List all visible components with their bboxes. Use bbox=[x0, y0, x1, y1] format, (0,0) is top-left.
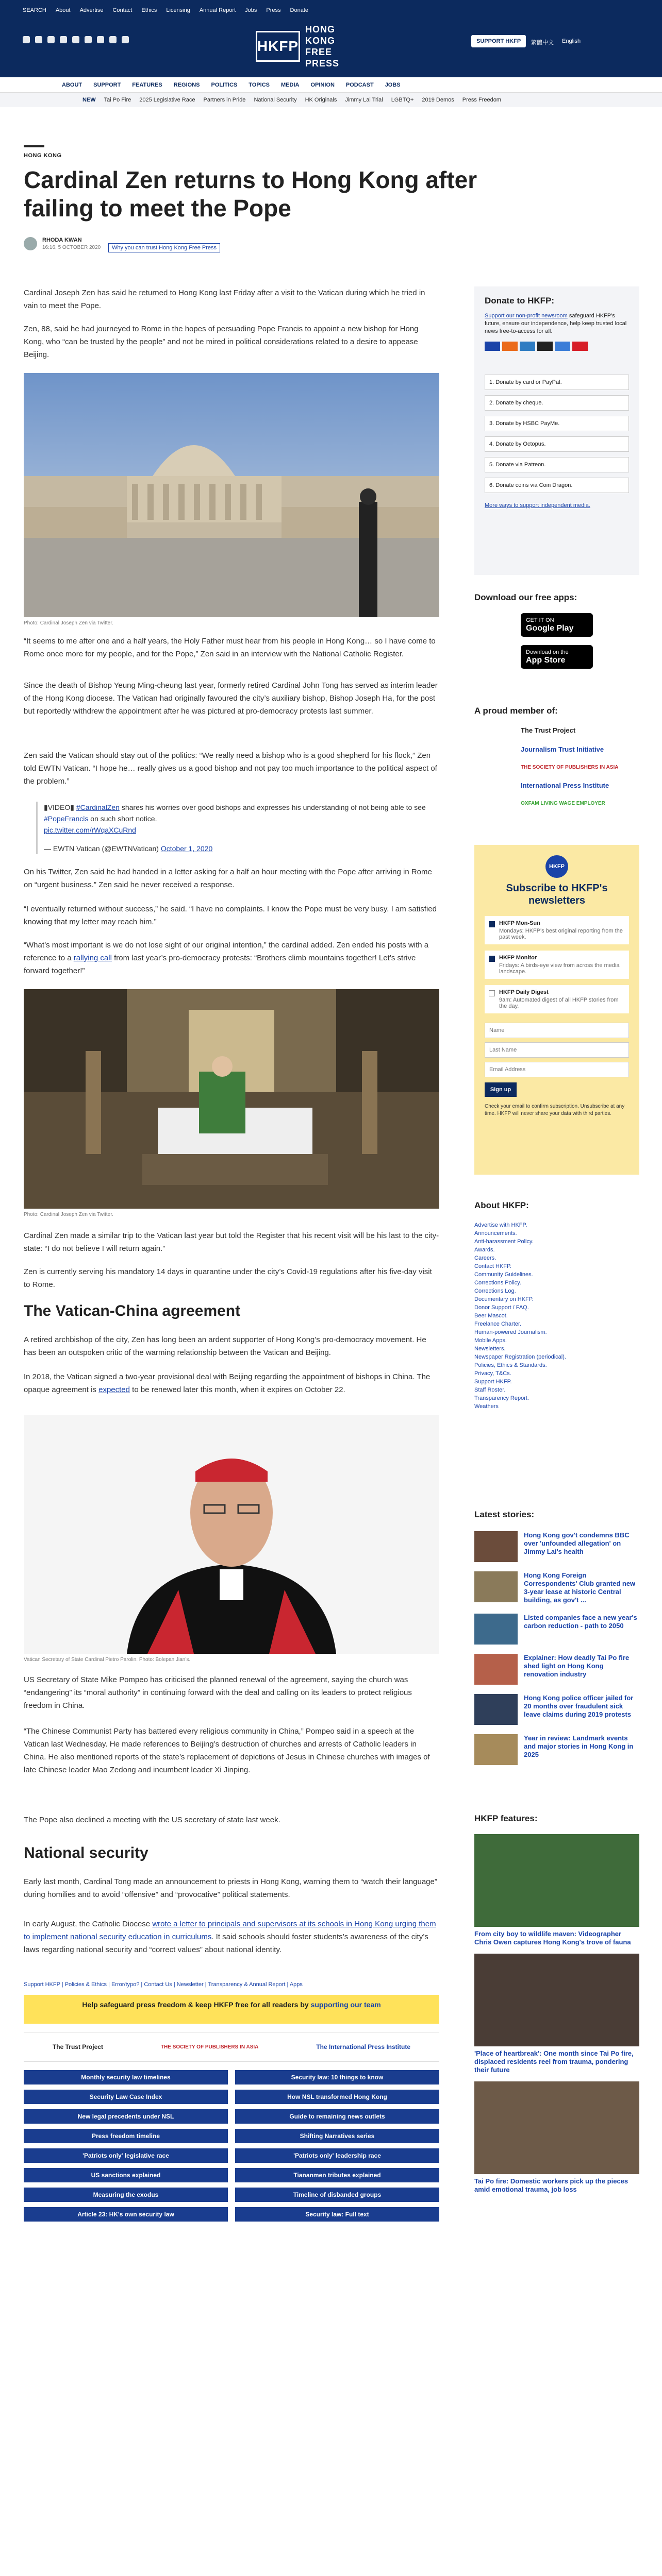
story-title[interactable]: Year in review: Landmark events and major stories in Hong Kong in 2025 bbox=[524, 1734, 634, 1758]
about-link[interactable]: Advertise with HKFP. bbox=[474, 1222, 527, 1228]
top-link-jobs[interactable]: Jobs bbox=[245, 7, 257, 13]
youtube-icon[interactable] bbox=[60, 36, 67, 43]
about-link[interactable]: Newspaper Registration (periodical). bbox=[474, 1354, 566, 1360]
article-footer-links[interactable]: Support HKFP | Policies & Ethics | Error/typo? | Contact Us | Newsletter | Transparency & Annual Report | Apps bbox=[24, 1981, 303, 1988]
member-title: A proud member of: bbox=[474, 706, 558, 716]
trending-link[interactable]: LGBTQ+ bbox=[391, 97, 414, 103]
explainer-link[interactable]: Security Law Case Index bbox=[24, 2090, 228, 2104]
story-thumbnail[interactable] bbox=[474, 1531, 518, 1562]
features-box bbox=[474, 1814, 639, 2201]
rallying-call-link[interactable]: rallying call bbox=[73, 954, 112, 962]
new-label: NEW bbox=[82, 97, 96, 103]
about-link[interactable]: Transparency Report. bbox=[474, 1395, 529, 1401]
paragraph: Zen is currently serving his mandatory 14 days in quarantine under the city’s Covid-19 regulations after his five-day visit to Rome. bbox=[24, 1267, 432, 1289]
trending-link[interactable]: Press Freedom bbox=[462, 97, 501, 103]
explainer-link[interactable]: Tiananmen tributes explained bbox=[235, 2168, 439, 2182]
paragraph: Zen said the Vatican should stay out of the politics: “We really need a bishop who is a good shepherd for his flock,” Zen told EWTN Vatican. “I hope he… really gives us a good bishop and not pay too much importance to the political aspect of the problem.” bbox=[24, 751, 437, 786]
story-title[interactable]: Hong Kong gov't condemns BBC over 'unfounded allegation' on Jimmy Lai's health bbox=[524, 1531, 630, 1555]
nav-about[interactable]: ABOUT bbox=[62, 82, 82, 88]
text: . It said schools should foster students’s awareness of the city’s laws regarding national security and “correct values” about national identity. bbox=[24, 1933, 428, 1954]
about-link[interactable]: Careers. bbox=[474, 1255, 496, 1261]
explainer-link[interactable]: Article 23: HK's own security law bbox=[24, 2207, 228, 2222]
text: In 2018, the Vatican signed a two-year provisional deal with Beijing regarding the appointment of bishops in China. The opaque agreement is bbox=[24, 1372, 431, 1394]
whatsapp-icon[interactable] bbox=[109, 36, 117, 43]
paypal-icon bbox=[555, 342, 570, 351]
about-link[interactable]: Beer Mascot. bbox=[474, 1313, 508, 1319]
latest-list bbox=[474, 1531, 639, 1765]
first-name-input[interactable] bbox=[485, 1023, 629, 1038]
about-link[interactable]: Community Guidelines. bbox=[474, 1272, 533, 1278]
about-link[interactable]: Anti-harassment Policy. bbox=[474, 1239, 534, 1245]
top-link-ethics[interactable]: Ethics bbox=[141, 7, 157, 13]
feature-title[interactable]: 'Place of heartbreak': One month since Tai Po fire, displaced residents reel from trauma, pondering their future bbox=[474, 2049, 634, 2074]
apps-title: Download our free apps: bbox=[474, 592, 577, 602]
paragraph: Since the death of Bishop Yeung Ming-cheung last year, formerly retired Cardinal John Tong has served as interim leader of the Hong Kong diocese. The Vatican had originally favoured the city’s auxiliary bishop, Bishop Joseph Ha, for the post but reportedly withdrew the appointment after he was pictured at pro-democracy protests last summer. bbox=[24, 681, 438, 716]
donate-option[interactable]: 6. Donate coins via Coin Dragon. bbox=[485, 478, 629, 493]
about-link[interactable]: Freelance Charter. bbox=[474, 1321, 522, 1327]
hashtag-link[interactable]: #PopeFrancis bbox=[44, 815, 89, 823]
tweet-body: shares his worries over good bishops and expresses his understanding of not being able to see bbox=[121, 803, 426, 811]
embedded-tweet bbox=[36, 802, 428, 854]
story-thumbnail[interactable] bbox=[474, 1654, 518, 1685]
latest-story[interactable] bbox=[474, 1614, 639, 1645]
donate-option[interactable]: 5. Donate via Patreon. bbox=[485, 457, 629, 472]
apps-box bbox=[474, 592, 639, 669]
checkbox-checked[interactable] bbox=[489, 921, 495, 927]
latest-title: Latest stories: bbox=[474, 1510, 535, 1519]
nav-topics[interactable]: TOPICS bbox=[249, 82, 270, 88]
article-title: Cardinal Zen returns to Hong Kong after failing to meet the Pope bbox=[24, 166, 477, 222]
jti-badge[interactable]: Journalism Trust Initiative bbox=[521, 745, 604, 753]
explainer-link[interactable]: Security law: 10 things to know bbox=[235, 2070, 439, 2084]
explainer-link[interactable]: Press freedom timeline bbox=[24, 2129, 228, 2143]
nav-opinion[interactable]: OPINION bbox=[310, 82, 335, 88]
story-thumbnail[interactable] bbox=[474, 1571, 518, 1602]
ipi-badge[interactable]: International Press Institute bbox=[521, 782, 609, 789]
explainer-link[interactable]: US sanctions explained bbox=[24, 2168, 228, 2182]
top-link-advertise[interactable]: Advertise bbox=[79, 7, 104, 13]
gplay-small: GET IT ON bbox=[526, 617, 554, 623]
trending-link[interactable]: National Security bbox=[254, 97, 297, 103]
last-name-input[interactable] bbox=[485, 1042, 629, 1058]
donate-title: Donate to HKFP: bbox=[485, 296, 555, 306]
explainer-link[interactable]: 'Patriots only' legislative race bbox=[24, 2148, 228, 2163]
explainer-link[interactable]: Monthly security law timelines bbox=[24, 2070, 228, 2084]
top-link-about[interactable]: About bbox=[55, 7, 71, 13]
paragraph: Early last month, Cardinal Tong made an announcement to priests in Hong Kong, warning them to “watch their language” during homilies and to avoid “offensive” and “provocative” political statements. bbox=[24, 1877, 437, 1899]
lang-chinese[interactable]: 繁體中文 bbox=[531, 40, 554, 46]
checkbox[interactable] bbox=[489, 990, 495, 996]
section-heading: The Vatican-China agreement bbox=[24, 1302, 241, 1319]
about-link[interactable]: Announcements. bbox=[474, 1230, 517, 1236]
top-link-press[interactable]: Press bbox=[266, 7, 281, 13]
story-thumbnail[interactable] bbox=[474, 1694, 518, 1725]
trust-project-logo[interactable]: The Trust Project bbox=[52, 2043, 103, 2050]
feature-image[interactable] bbox=[474, 1954, 639, 2046]
unionpay-icon bbox=[572, 342, 588, 351]
story-title[interactable]: Explainer: How deadly Tai Po fire shed light on Hong Kong renovation industry bbox=[524, 1654, 630, 1678]
nl-option-desc: Fridays: A birds-eye view from across the media landscape. bbox=[499, 962, 620, 975]
paragraph: A retired archbishop of the city, Zen has long been an ardent supporter of Hong Kong’s pro-democracy movement. He has been an outspoken critic of the warming relationship between the Vatican and Beijing. bbox=[24, 1335, 426, 1357]
nav-support[interactable]: SUPPORT bbox=[93, 82, 121, 88]
story-title[interactable]: Listed companies face a new year's carbon reduction - path to 2050 bbox=[524, 1614, 637, 1630]
donate-option[interactable]: 3. Donate by HSBC PayMe. bbox=[485, 416, 629, 431]
story-title[interactable]: Hong Kong police officer jailed for 20 months over fraudulent sick leave claims during 2019 protests bbox=[524, 1694, 634, 1718]
paragraph: On his Twitter, Zen said he had handed in a letter asking for a half an hour meeting with the Pope after arriving in Rome on “urgent business.” Zen said he never received a response. bbox=[24, 868, 432, 889]
newsletter-option[interactable] bbox=[485, 916, 629, 944]
author-name[interactable]: RHODA KWAN bbox=[42, 237, 82, 243]
about-title: About HKFP: bbox=[474, 1200, 529, 1210]
signup-button[interactable]: Sign up bbox=[485, 1082, 517, 1097]
amex-icon bbox=[520, 342, 535, 351]
kicker-rule bbox=[24, 145, 44, 147]
checkbox-checked[interactable] bbox=[489, 956, 495, 962]
paragraph: The Pope also declined a meeting with the US secretary of state last week. bbox=[24, 1816, 280, 1824]
app-store-button[interactable] bbox=[521, 645, 593, 669]
section-heading: National security bbox=[24, 1844, 148, 1861]
nl-option-name: HKFP Monitor bbox=[499, 955, 537, 961]
applepay-icon bbox=[537, 342, 553, 351]
photo-caption: Photo: Cardinal Joseph Zen via Twitter. bbox=[24, 620, 113, 626]
newsletter-title: Subscribe to HKFP's newsletters bbox=[506, 883, 608, 906]
paragraph bbox=[24, 1918, 439, 1956]
nav-regions[interactable]: REGIONS bbox=[173, 82, 200, 88]
about-link[interactable]: Weathers bbox=[474, 1403, 499, 1410]
search-link[interactable]: SEARCH bbox=[23, 7, 46, 13]
tweet-signature: — EWTN Vatican (@EWTNVatican) bbox=[44, 844, 161, 853]
facebook-icon[interactable] bbox=[35, 36, 42, 43]
donate-option[interactable]: 2. Donate by cheque. bbox=[485, 395, 629, 411]
donate-option[interactable]: 1. Donate by card or PayPal. bbox=[485, 375, 629, 390]
latest-story[interactable] bbox=[474, 1531, 639, 1562]
latest-story[interactable] bbox=[474, 1571, 639, 1604]
paragraph: Cardinal Joseph Zen has said he returned to Hong Kong last Friday after a visit to the Vatican during which he tried in vain to meet the Pope. bbox=[24, 289, 425, 310]
about-link[interactable]: Privacy, T&Cs. bbox=[474, 1370, 511, 1377]
paragraph: Cardinal Zen made a similar trip to the Vatican last year but told the Register that his recent visit will be his last to the city-state: “I do not believe I will return again.” bbox=[24, 1231, 439, 1253]
donate-option[interactable]: 4. Donate by Octopus. bbox=[485, 436, 629, 452]
member-box bbox=[474, 706, 639, 806]
support-hkfp-button[interactable]: SUPPORT HKFP bbox=[471, 35, 526, 47]
donate-box bbox=[474, 286, 639, 575]
email-icon[interactable] bbox=[122, 36, 129, 43]
photo-caption: Vatican Secretary of State Cardinal Pietro Parolin. Photo: Bolepan Jian’s. bbox=[24, 1657, 191, 1663]
expected-link[interactable]: expected bbox=[98, 1385, 130, 1394]
text: from last year’s pro-democracy protests: “Brothers climb mountains together! Let’s strive forward together!” bbox=[24, 954, 416, 975]
top-link-licensing[interactable]: Licensing bbox=[166, 7, 190, 13]
about-link[interactable]: Corrections Log. bbox=[474, 1288, 516, 1294]
visa-icon bbox=[485, 342, 500, 351]
lang-english[interactable]: English bbox=[562, 38, 581, 44]
feature-image[interactable] bbox=[474, 2081, 639, 2174]
logo-text: HONG KONG FREE PRESS bbox=[305, 24, 340, 69]
top-link-donate[interactable]: Donate bbox=[290, 7, 309, 13]
trending-link[interactable]: Tai Po Fire bbox=[104, 97, 131, 103]
byline bbox=[24, 237, 101, 250]
explainer-link[interactable]: Security law: Full text bbox=[235, 2207, 439, 2222]
feature-title[interactable]: From city boy to wildlife maven: Videographer Chris Owen captures Hong Kong's trove of fauna bbox=[474, 1930, 631, 1946]
nav-features[interactable]: FEATURES bbox=[132, 82, 162, 88]
trending-link[interactable]: HK Originals bbox=[305, 97, 337, 103]
explainer-link[interactable]: Shifting Narratives series bbox=[235, 2129, 439, 2143]
text: to be renewed later this month, when it expires on October 22. bbox=[130, 1385, 345, 1394]
support-team-link[interactable]: supporting our team bbox=[310, 2001, 381, 2009]
paragraph bbox=[24, 939, 439, 977]
payment-icons bbox=[485, 342, 629, 351]
explainer-link[interactable]: Measuring the exodus bbox=[24, 2188, 228, 2202]
partner-logos bbox=[24, 2032, 439, 2062]
article-kicker[interactable]: HONG KONG bbox=[24, 152, 62, 159]
ipi-logo[interactable]: The International Press Institute bbox=[316, 2043, 410, 2050]
instagram-icon[interactable] bbox=[47, 36, 55, 43]
about-link[interactable]: Newsletters. bbox=[474, 1346, 506, 1352]
newsletter-option[interactable] bbox=[485, 985, 629, 1013]
diocese-letter-link[interactable]: wrote a letter to principals and supervisors at its schools in Hong Kong urging them to implement national security education in curriculums bbox=[24, 1920, 436, 1941]
about-link[interactable]: Human-powered Journalism. bbox=[474, 1329, 547, 1335]
photo-caption: Photo: Cardinal Joseph Zen via Twitter. bbox=[24, 1212, 113, 1217]
about-link[interactable]: Policies, Ethics & Standards. bbox=[474, 1362, 547, 1368]
newsletter-option[interactable] bbox=[485, 951, 629, 979]
feature-card[interactable] bbox=[474, 1954, 639, 2074]
mastercard-icon bbox=[502, 342, 518, 351]
nl-option-desc: 9am: Automated digest of all HKFP stories from the day. bbox=[499, 997, 619, 1009]
trending-link[interactable]: Jimmy Lai Trial bbox=[345, 97, 383, 103]
about-link[interactable]: Awards. bbox=[474, 1247, 495, 1253]
top-link-annual-report[interactable]: Annual Report bbox=[199, 7, 236, 13]
site-header bbox=[0, 0, 662, 77]
appstore-small: Download on the bbox=[526, 649, 569, 655]
twitter-icon[interactable] bbox=[23, 36, 30, 43]
explainer-link[interactable]: 'Patriots only' leadership race bbox=[235, 2148, 439, 2163]
feature-image[interactable] bbox=[474, 1834, 639, 1927]
about-link[interactable]: Support HKFP. bbox=[474, 1379, 512, 1385]
hashtag-link[interactable]: #CardinalZen bbox=[76, 803, 120, 811]
trending-link[interactable]: 2025 Legislative Race bbox=[139, 97, 195, 103]
nl-option-desc: Mondays: HKFP's best original reporting from the past week. bbox=[499, 928, 623, 940]
donate-options bbox=[485, 375, 629, 493]
nav-jobs[interactable]: JOBS bbox=[385, 82, 401, 88]
nav-media[interactable]: MEDIA bbox=[281, 82, 300, 88]
hkfp-badge: HKFP bbox=[545, 855, 568, 878]
site-logo[interactable] bbox=[256, 24, 362, 69]
explainer-link[interactable]: How NSL transformed Hong Kong bbox=[235, 2090, 439, 2104]
about-link[interactable]: Documentary on HKFP. bbox=[474, 1296, 534, 1302]
photo-parolin bbox=[24, 1415, 439, 1654]
donate-text-block bbox=[485, 312, 629, 335]
about-links bbox=[474, 1221, 639, 1411]
paragraph: “I eventually returned without success,” he said. “I have no complaints. I know the Pope must be very busy. I am satisfied knowing that my letter may reach him.” bbox=[24, 905, 437, 926]
tweet-body: on such short notice. bbox=[90, 815, 157, 823]
more-ways-link[interactable]: More ways to support independent media. bbox=[485, 502, 590, 509]
latest-story[interactable] bbox=[474, 1694, 639, 1725]
trending-bar bbox=[0, 93, 662, 107]
paragraph bbox=[24, 1370, 439, 1396]
paragraph: US Secretary of State Mike Pompeo has criticised the planned renewal of the agreement, saying the church was “endangering” its “moral authority” in continuing forward with the deal and calling on its leaders to protect religious freedom in China. bbox=[24, 1675, 412, 1710]
telegram-icon[interactable] bbox=[72, 36, 79, 43]
about-link[interactable]: Mobile Apps. bbox=[474, 1337, 507, 1344]
explainer-links bbox=[24, 2070, 439, 2222]
banner-text: Help safeguard press freedom & keep HKFP free for all readers by bbox=[82, 2001, 311, 2009]
story-title[interactable]: Hong Kong Foreign Correspondents' Club granted new 3-year lease at historic Central building, as gov't ... bbox=[524, 1571, 636, 1604]
nav-politics[interactable]: POLITICS bbox=[211, 82, 238, 88]
photo-zen-chapel bbox=[24, 989, 439, 1209]
about-link[interactable]: Staff Roster. bbox=[474, 1387, 506, 1393]
donate-text: safeguard HKFP's future, ensure our independence, help keep trusted local news free-to-access for all. bbox=[485, 313, 627, 334]
social-icons bbox=[23, 36, 129, 43]
gplay-label: Google Play bbox=[526, 624, 574, 633]
linkedin-icon[interactable] bbox=[85, 36, 92, 43]
tweet-prefix: ▮VIDEO▮ bbox=[44, 803, 74, 811]
explainer-link[interactable]: New legal precedents under NSL bbox=[24, 2109, 228, 2124]
story-thumbnail[interactable] bbox=[474, 1734, 518, 1765]
about-box bbox=[474, 1200, 639, 1411]
rss-icon[interactable] bbox=[97, 36, 104, 43]
support-newsroom-link[interactable]: Support our non-profit newsroom bbox=[485, 313, 568, 319]
google-play-button[interactable] bbox=[521, 613, 593, 637]
trending-link[interactable]: Partners in Pride bbox=[203, 97, 246, 103]
trending-link[interactable]: 2019 Demos bbox=[422, 97, 454, 103]
features-list bbox=[474, 1834, 639, 2194]
explainer-link[interactable]: Guide to remaining news outlets bbox=[235, 2109, 439, 2124]
newsletter-note: Check your email to confirm subscription. Unsubscribe at any time. HKFP will never share your data with third parties. bbox=[485, 1104, 625, 1116]
newsletter-box bbox=[474, 845, 639, 1175]
top-links bbox=[23, 7, 308, 13]
paragraph: “The Chinese Communist Party has battered every religious community in China,” Pompeo said in a speech at the Vatican last Wednesday. He made references to Beijing’s destruction of churches and arrests of Catholic leaders in China. He also mentioned reports of the state’s replacement of depictions of Jesus in Chinese churches with images of late Chinese leader Mao Zedong and incumbent leader Xi Jinping. bbox=[24, 1727, 430, 1774]
explainer-link[interactable]: Timeline of disbanded groups bbox=[235, 2188, 439, 2202]
nav-podcast[interactable]: PODCAST bbox=[345, 82, 374, 88]
text: “What’s most important is we do not lose sight of our original intention,” the cardinal added. Zen ended his posts with a reference to a bbox=[24, 941, 429, 962]
about-link[interactable]: Donor Support / FAQ. bbox=[474, 1304, 529, 1311]
nl-option-name: HKFP Mon-Sun bbox=[499, 920, 540, 926]
trust-project-badge[interactable]: The Trust Project bbox=[521, 726, 576, 734]
main-nav bbox=[0, 77, 662, 93]
about-link[interactable]: Contact HKFP. bbox=[474, 1263, 511, 1269]
tweet-media-link[interactable]: pic.twitter.com/rWqaXCuRnd bbox=[44, 826, 136, 834]
feature-card[interactable] bbox=[474, 1834, 639, 1946]
email-input[interactable] bbox=[485, 1062, 629, 1077]
feature-card[interactable] bbox=[474, 2081, 639, 2194]
text: In early August, the Catholic Diocese bbox=[24, 1920, 153, 1928]
nl-option-name: HKFP Daily Digest bbox=[499, 989, 549, 995]
top-link-contact[interactable]: Contact bbox=[112, 7, 133, 13]
spa-badge[interactable]: THE SOCIETY OF PUBLISHERS IN ASIA bbox=[521, 765, 619, 770]
tweet-date-link[interactable]: October 1, 2020 bbox=[160, 844, 213, 853]
spa-logo[interactable]: THE SOCIETY OF PUBLISHERS IN ASIA bbox=[160, 2044, 259, 2050]
latest-box bbox=[474, 1510, 639, 1774]
logo-mark: HKFP bbox=[256, 31, 300, 62]
features-title: HKFP features: bbox=[474, 1814, 538, 1823]
oxfam-badge[interactable]: OXFAM LIVING WAGE EMPLOYER bbox=[521, 801, 605, 806]
appstore-label: App Store bbox=[526, 656, 566, 665]
story-thumbnail[interactable] bbox=[474, 1614, 518, 1645]
latest-story[interactable] bbox=[474, 1734, 639, 1765]
feature-title[interactable]: Tai Po fire: Domestic workers pick up the pieces amid emotional trauma, job loss bbox=[474, 2177, 628, 2193]
trust-link[interactable]: Why you can trust Hong Kong Free Press bbox=[108, 243, 220, 252]
publish-date: 16:16, 5 OCTOBER 2020 bbox=[42, 245, 101, 250]
support-banner bbox=[24, 1995, 439, 2024]
paragraph: Zen, 88, said he had journeyed to Rome in the hopes of persuading Pope Francis to appoint a new bishop for Hong Kong, who “can be trusted by the people” and not be mired in political considerations related to a desire to appease Beijing. bbox=[24, 325, 419, 359]
photo-st-peters bbox=[24, 373, 439, 617]
about-link[interactable]: Corrections Policy. bbox=[474, 1280, 521, 1286]
latest-story[interactable] bbox=[474, 1654, 639, 1685]
author-avatar bbox=[24, 237, 37, 250]
paragraph: “It seems to me after one and a half years, the Holy Father must hear from his people in Hong Kong… so I have come to Rome once more for my people, and for the Pope,” Zen said in an interview with the National Catholic Register. bbox=[24, 637, 436, 658]
